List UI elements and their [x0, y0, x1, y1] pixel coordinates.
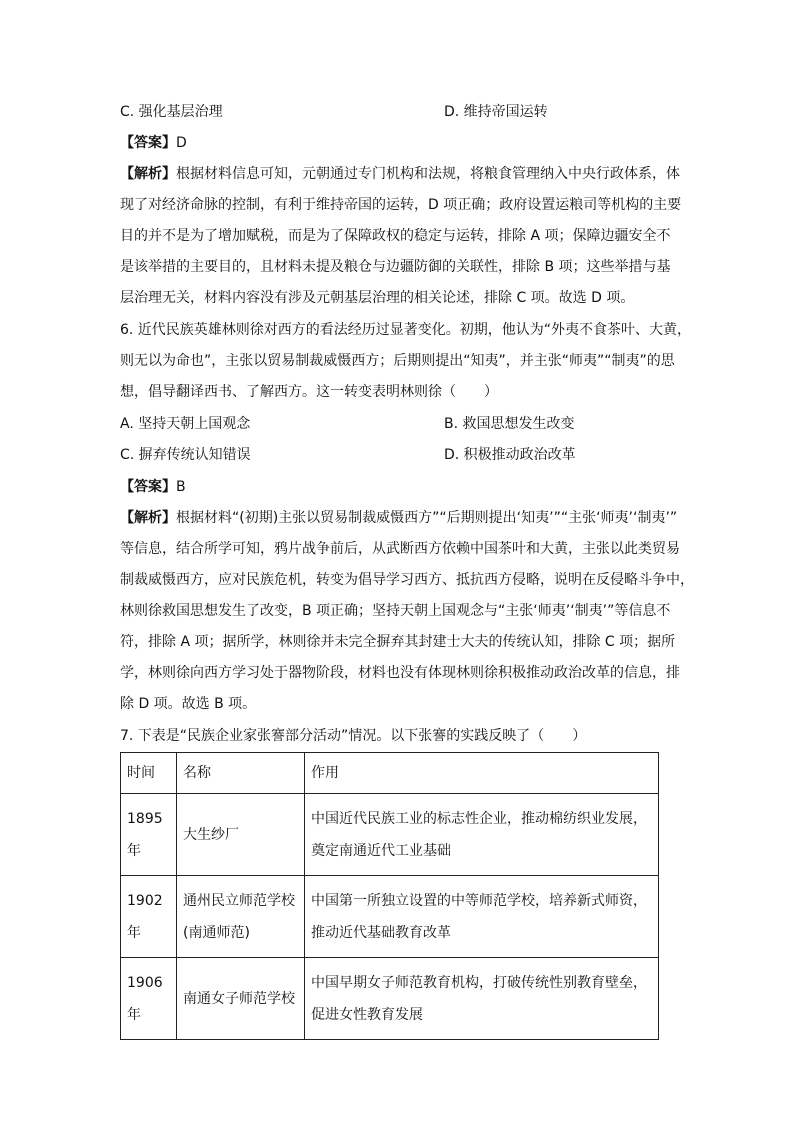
q7-stem: 7. 下表是“民族企业家张謇部分活动”情况。以下张謇的实践反映了（ ） — [120, 728, 587, 744]
cell-name: 大生纱厂 — [177, 794, 305, 876]
q6-answer — [120, 477, 186, 497]
answer-value: D — [176, 135, 187, 151]
q5-analysis-line: 层治理无关，材料内容没有涉及元朝基层治理的相关论述，排除 C 项。故选 D 项。 — [120, 290, 635, 306]
cell-time: 1906 年 — [121, 958, 177, 1040]
q5-answer — [120, 133, 187, 153]
table-row — [121, 876, 659, 958]
q6-analysis-line: 制裁威慑西方，应对民族危机，转变为倡导学习西方、抵抗西方侵略，说明在反侵略斗争中， — [120, 572, 694, 588]
cell-time: 1902 年 — [121, 876, 177, 958]
q6-analysis-line: 学，林则徐向西方学习处于器物阶段，材料也没有体现林则徐积极推动政治改革的信息，排 — [120, 665, 680, 681]
answer-tag: 【答案】 — [120, 135, 176, 151]
q6-analysis-line: 【解析】根据材料“(初期)主张以贸易制裁威慑西方”“后期则提出‘知夷’”“主张‘师夷’‘制夷’” — [120, 510, 678, 526]
q5-option-d: D. 维持帝国运转 — [444, 104, 548, 120]
q6-analysis-line: 等信息，结合所学可知，鸦片战争前后，从武断西方依赖中国茶叶和大黄，主张以此类贸易 — [120, 541, 680, 557]
q6-stem-line: 6. 近代民族英雄林则徐对西方的看法经历过显著变化。初期，他认为“外夷不食茶叶、大黄， — [120, 322, 692, 338]
q5-analysis-line: 是该举措的主要目的，且材料未提及粮仓与边疆防御的关联性，排除 B 项；这些举措与基 — [120, 259, 671, 275]
q5-analysis-line: 现了对经济命脉的控制，有利于维持帝国的运转，D 项正确；政府设置运粮司等机构的主要 — [120, 197, 682, 213]
q6-option-b: B. 救国思想发生改变 — [444, 416, 575, 432]
cell-time: 1895 年 — [121, 794, 177, 876]
q5-analysis-line: 【解析】根据材料信息可知，元朝通过专门机构和法规，将粮食管理纳入中央行政体系，体 — [120, 166, 680, 182]
cell-name: 南通女子师范学校 — [177, 958, 305, 1040]
header-time: 时间 — [121, 753, 177, 794]
analysis-tag: 【解析】 — [120, 166, 176, 182]
table-row — [121, 794, 659, 876]
activities-table — [120, 752, 659, 1040]
answer-tag: 【答案】 — [120, 479, 176, 495]
q5-analysis-line: 目的并不是为了增加赋税，而是为了保障政权的稳定与运转，排除 A 项；保障边疆安全不 — [120, 228, 671, 244]
analysis-tag: 【解析】 — [120, 510, 176, 526]
q5-option-c: C. 强化基层治理 — [120, 104, 223, 120]
cell-effect: 中国近代民族工业的标志性企业，推动棉纺织业发展， 奠定南通近代工业基础 — [305, 794, 659, 876]
cell-name: 通州民立师范学校 (南通师范) — [177, 876, 305, 958]
cell-effect: 中国第一所独立设置的中等师范学校，培养新式师资， 推动近代基础教育改革 — [305, 876, 659, 958]
q6-option-c: C. 摒弃传统认知错误 — [120, 447, 251, 463]
header-name: 名称 — [177, 753, 305, 794]
q6-stem-line: 想，倡导翻译西书、了解西方。这一转变表明林则徐（ ） — [120, 384, 498, 400]
table-header-row — [121, 753, 659, 794]
q6-option-a: A. 坚持天朝上国观念 — [120, 416, 251, 432]
answer-value: B — [176, 479, 186, 495]
q6-stem-line: 则无以为命也”，主张以贸易制裁威慑西方；后期则提出“知夷”，并主张“师夷”“制夷”的思 — [120, 353, 675, 369]
q6-analysis-line: 除 D 项。故选 B 项。 — [120, 696, 257, 712]
cell-effect: 中国早期女子师范教育机构，打破传统性别教育壁垒， 促进女性教育发展 — [305, 958, 659, 1040]
q6-option-d: D. 积极推动政治改革 — [444, 447, 576, 463]
table-row — [121, 958, 659, 1040]
q6-analysis-line: 符，排除 A 项；据所学，林则徐并未完全摒弃其封建士大夫的传统认知，排除 C 项；据所 — [120, 634, 676, 650]
q6-analysis-line: 林则徐救国思想发生了改变，B 项正确；坚持天朝上国观念与“主张‘师夷’‘制夷’”等信息不 — [120, 603, 671, 619]
header-effect: 作用 — [305, 753, 659, 794]
